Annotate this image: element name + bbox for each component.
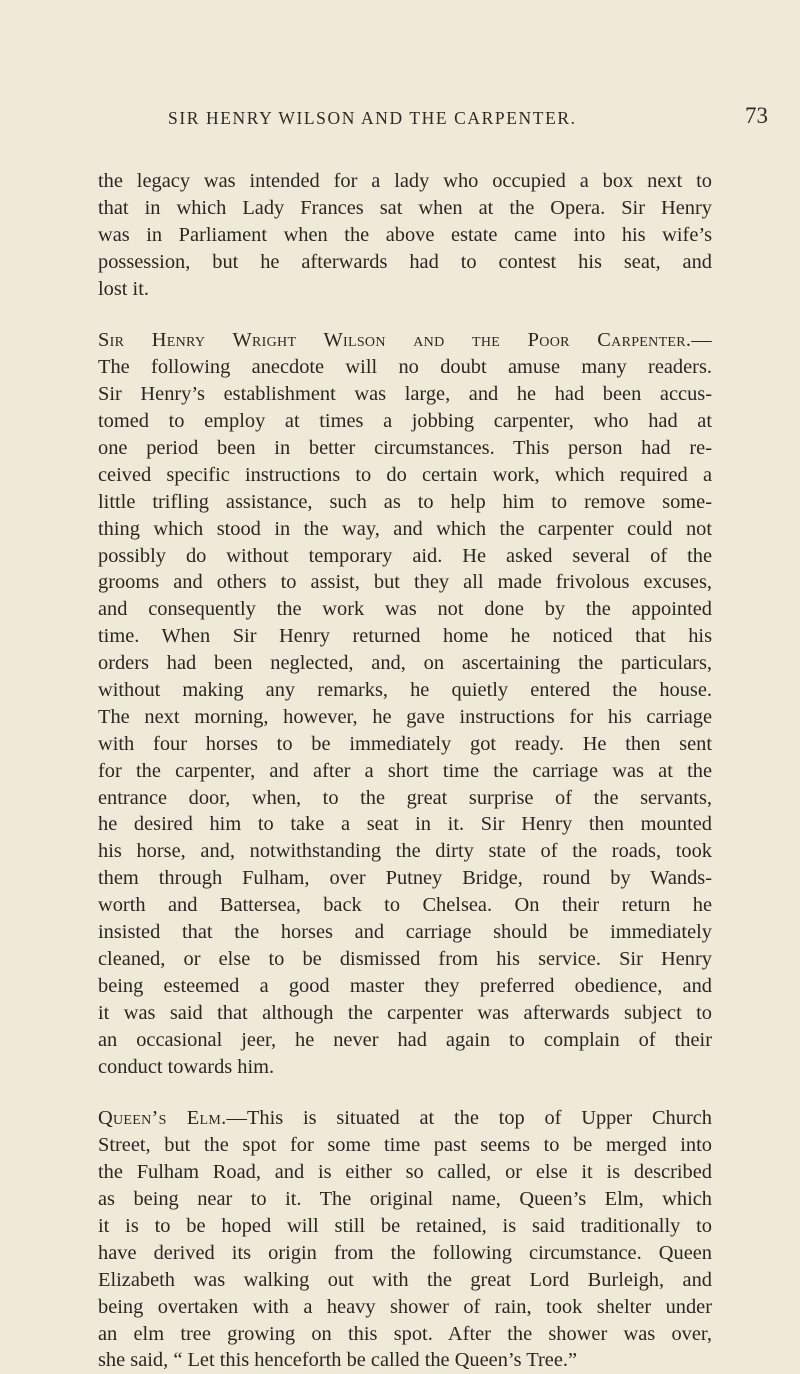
section-heading-carpenter: Sir Henry Wright Wilson and the Poor Carpenter.—	[98, 329, 712, 352]
body-text	[98, 168, 712, 1374]
text-line: orders had been neglected, and, on ascertaining the particulars,	[98, 652, 712, 675]
text-line: and consequently the work was not done by the appointed	[98, 598, 712, 621]
text-line: his horse, and, notwithstanding the dirty state of the roads, took	[98, 840, 712, 863]
text-line: it is to be hoped will still be retained, is said traditionally to	[98, 1214, 712, 1237]
text-line: that in which Lady Frances sat when at the Opera. Sir Henry	[98, 196, 712, 219]
text-line: one period been in better circumstances. This person had re-	[98, 437, 712, 460]
text-line: an occasional jeer, he never had again to complain of their	[98, 1028, 712, 1051]
text-line: the Fulham Road, and is either so called, or else it is described	[98, 1161, 712, 1184]
paragraph-gap	[98, 1080, 712, 1105]
text-line: The next morning, however, he gave instructions for his carriage	[98, 705, 712, 728]
text-line: possession, but he afterwards had to contest his seat, and	[98, 250, 712, 273]
text-line: thing which stood in the way, and which the carpenter could not	[98, 517, 712, 540]
text-line: grooms and others to assist, but they all made frivolous excuses,	[98, 571, 712, 594]
text-line: conduct towards him.	[98, 1055, 275, 1078]
text-line: little trifling assistance, such as to help him to remove some-	[98, 490, 712, 513]
text-line: being esteemed a good master they preferred obedience, and	[98, 974, 712, 997]
text-line: Elizabeth was walking out with the great Lord Burleigh, and	[98, 1268, 712, 1291]
text-line: time. When Sir Henry returned home he noticed that his	[98, 625, 712, 648]
paragraph-carpenter	[98, 327, 712, 1080]
text-line: cleaned, or else to be dismissed from his service. Sir Henry	[98, 947, 712, 970]
text-line: lost it.	[98, 277, 149, 300]
text-line: worth and Battersea, back to Chelsea. On their return he	[98, 894, 712, 917]
text-line: tomed to employ at times a jobbing carpenter, who had at	[98, 410, 712, 433]
section-heading-queens-elm: Queen’s Elm.	[98, 1107, 227, 1130]
text-line: it was said that although the carpenter was afterwards subject to	[98, 1001, 712, 1024]
text-line: the legacy was intended for a lady who occupied a box next to	[98, 170, 712, 192]
text-line: them through Fulham, over Putney Bridge, round by Wands-	[98, 867, 712, 890]
text-line	[98, 1105, 712, 1132]
page-number: 73	[745, 103, 768, 128]
text-line: entrance door, when, to the great surprise of the servants,	[98, 786, 712, 809]
text-line: The following anecdote will no doubt amuse many readers.	[98, 356, 712, 379]
text-line: insisted that the horses and carriage should be immediately	[98, 921, 712, 944]
text-line: an elm tree growing on this spot. After the shower was over,	[98, 1322, 712, 1345]
text-line: with four horses to be immediately got ready. He then sent	[98, 732, 712, 755]
text-line: for the carpenter, and after a short time the carriage was at the	[98, 759, 712, 782]
text-line: she said, “ Let this henceforth be called the Queen’s Tree.”	[98, 1349, 578, 1372]
paragraph-queens-elm	[98, 1105, 712, 1374]
text-line: was in Parliament when the above estate came into his wife’s	[98, 223, 712, 246]
text-line: ceived specific instructions to do certain work, which required a	[98, 463, 712, 486]
text-line: have derived its origin from the following circumstance. Queen	[98, 1241, 712, 1264]
text-line: possibly do without temporary aid. He asked several of the	[98, 544, 712, 567]
running-head: SIR HENRY WILSON AND THE CARPENTER.	[168, 108, 577, 128]
text-line: Sir Henry’s establishment was large, and he had been accus-	[98, 383, 712, 406]
text-run: —This is situated at the top of Upper Church	[226, 1107, 712, 1130]
paragraph-gap	[98, 302, 712, 327]
text-line: being overtaken with a heavy shower of rain, took shelter under	[98, 1295, 712, 1318]
paragraph-legacy	[98, 168, 712, 302]
text-line: Street, but the spot for some time past seems to be merged into	[98, 1134, 712, 1157]
text-line: as being near to it. The original name, Queen’s Elm, which	[98, 1188, 712, 1211]
text-line: without making any remarks, he quietly entered the house.	[98, 679, 712, 702]
text-line: he desired him to take a seat in it. Sir Henry then mounted	[98, 813, 712, 836]
